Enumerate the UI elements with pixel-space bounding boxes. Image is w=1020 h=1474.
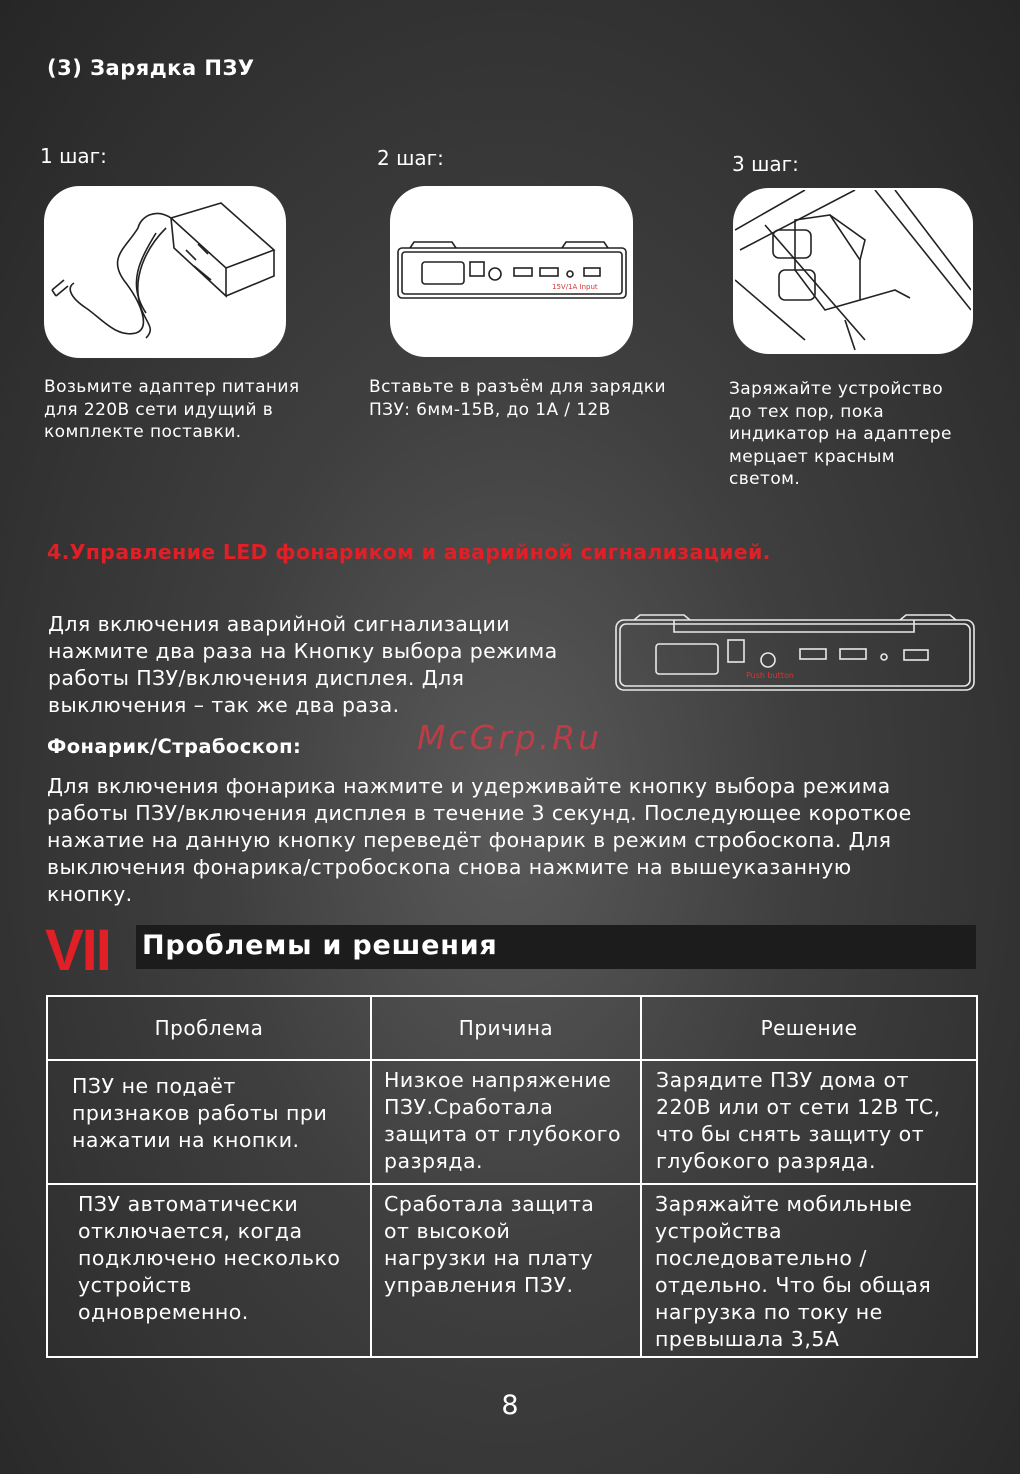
device-ports-illustration [392,188,631,355]
row-2-cause: Сработала защита от высокой нагрузки на плату управления ПЗУ. [371,1184,641,1357]
row-2-problem: ПЗУ автоматически отключается, когда подключено несколько устройств одновременно. [47,1184,371,1357]
led-section-heading: 4.Управление LED фонариком и аварийной сигнализацией. [47,540,771,564]
step-2-text: Вставьте в разъём для зарядки ПЗУ: 6мм-15В, до 1А / 12В [369,377,666,420]
page-number: 8 [501,1390,519,1421]
step-3-label: 3 шаг: [732,152,799,176]
header-cause: Причина [371,996,641,1060]
table-row [47,1184,977,1357]
step-3-text: Заряжайте устройство до тех пор, пока индикатор на адаптере мерцает красным светом. [729,379,952,489]
row-1-solution: Зарядите ПЗУ дома от 220В или от сети 12В ТС, что бы снять защиту от глубокого разряда. [641,1060,977,1184]
port-label: 15V/1A Input [552,283,598,291]
row-1-cause: Низкое напряжение ПЗУ.Сработала защита от глубокого разряда. [371,1060,641,1184]
step-1-text: Возьмите адаптер питания для 220В сети идущий в комплекте поставки. [44,377,300,442]
section-title: (3) Зарядка ПЗУ [47,56,255,80]
step-3-image [733,188,973,354]
table-row [47,1060,977,1184]
push-button-label: Push button [746,671,794,680]
step-2-image [390,186,633,357]
step-1-label: 1 шаг: [40,144,107,168]
power-adapter-illustration [46,188,284,356]
flashlight-instructions: Для включения фонарика нажмите и удерживайте кнопку выбора режима работы ПЗУ/включения дисплея в течение 3 секунд. Последующее короткое нажатие на данную кнопку переведёт фонарик в режим стробоскопа. Для выключения фонарика/стробоскопа снова нажмите на вышеуказанную кнопку. [47,774,912,906]
alarm-instructions: Для включения аварийной сигнализации нажмите два раза на Кнопку выбора режима работы ПЗУ/включения дисплея. Для выключения – так же два раза. [48,612,558,717]
flashlight-subheading: Фонарик/Страбоскоп: [47,735,302,758]
row-1-problem: ПЗУ не подаёт признаков работы при нажатии на кнопки. [47,1060,371,1184]
step-2-label: 2 шаг: [377,146,444,170]
chapter-number: VII [45,918,110,983]
chapter-title: Проблемы и решения [142,930,498,961]
header-solution: Решение [641,996,977,1060]
table-header-row [47,996,977,1060]
header-problem: Проблема [47,996,371,1060]
watermark: McGrp.Ru [417,718,603,757]
device-push-button-diagram [614,614,976,694]
row-2-solution: Заряжайте мобильные устройства последовательно / отдельно. Что бы общая нагрузка по току не превышала 3,5А [641,1184,977,1357]
adapter-in-socket-illustration [735,190,971,352]
troubleshooting-table [46,995,978,1358]
step-1-image [44,186,286,358]
